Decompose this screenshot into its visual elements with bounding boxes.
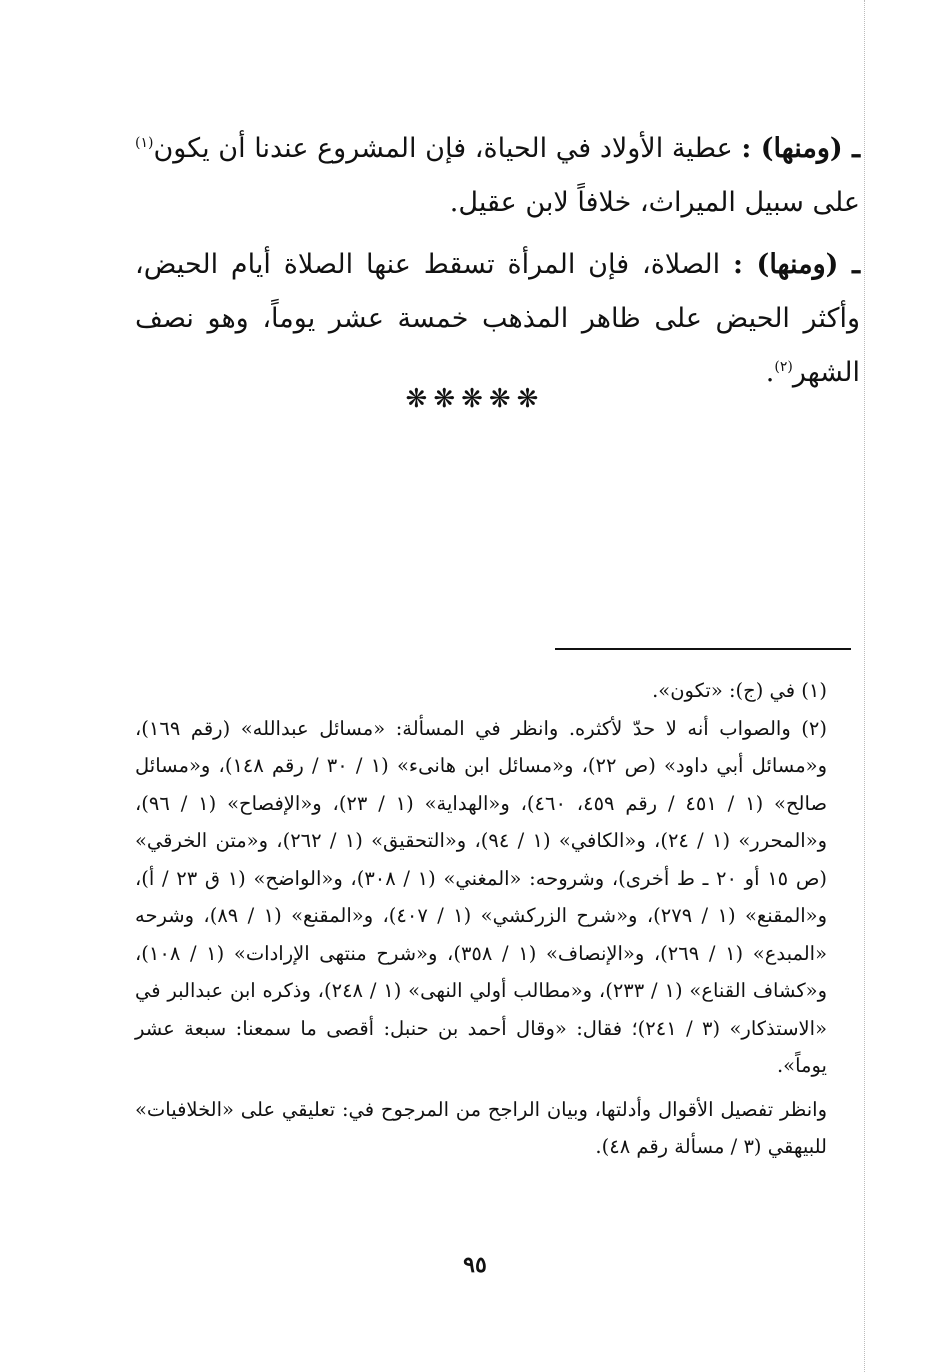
footnotes (135, 672, 855, 1166)
footnote-separator-line (555, 648, 851, 650)
footnote-2-continuation: وانظر تفصيل الأقوال وأدلتها، وبيان الراجح من المرجوح في: تعليقي على «الخلافيات» للبيهقي (٣ / مسألة رقم ٤٨). (135, 1097, 827, 1158)
page-number: ٩٥ (463, 1252, 487, 1278)
main-text (135, 122, 860, 408)
paragraph-1-text-cont: على سبيل الميراث، خلافاً لابن عقيل. (449, 187, 860, 218)
paragraph-1-text: عطية الأولاد في الحياة، فإن المشروع عندنا أن يكون (153, 133, 733, 164)
footnote-ref-1: (١) (135, 135, 154, 151)
page-edge-dotted-line (864, 0, 865, 1372)
paragraph-1-lead: ـ (ومنها) : (741, 133, 861, 164)
footnote-1: (١) في (ج): «تكون». (652, 679, 827, 702)
paragraph-1 (135, 122, 860, 230)
paragraph-2-text: الصلاة، فإن المرأة تسقط عنها الصلاة أيام الحيض، وأكثر الحيض على ظاهر المذهب خمسة عشر يوماً، وهو نصف الشهر (135, 249, 860, 388)
footnote-ref-2: (٢) (774, 359, 793, 375)
paragraph-2 (135, 238, 860, 400)
footnote-2: (٢) والصواب أنه لا حدّ لأكثره. وانظر في المسألة: «مسائل عبدالله» (رقم ١٦٩)، و«مسائل أبي داود» (ص ٢٢)، و«مسائل ابن هانىء» (١ / ٣٠ / رقم ١٤٨)، و«مسائل صالح» (١ / ٤٥١ / رقم ٤٥٩، ٤٦٠)، و«الهداية» (١ / ٢٣)، و«الإفصاح» (١ / ٩٦)، و«المحرر» (١ / ٢٤)، و«الكافي» (١ / ٩٤)، و«التحقيق» (١ / ٢٦٢)، و«متن الخرقي» (ص ١٥ أو ٢٠ ـ ط أخرى)، وشروحه: «المغني» (١ / ٣٠٨)، و«الواضح» (١ ق ٢٣ / أ)، و«المقنع» (١ / ٢٧٩)، و«شرح الزركشي» (١ / ٤٠٧)، و«المقنع» (١ / ٨٩)، وشرحه «المبدع» (١ / ٢٦٩)، و«الإنصاف» (١ / ٣٥٨)، و«شرح منتهى الإرادات» (١ / ١٠٨)، و«كشاف القناع» (١ / ٢٣٣)، و«مطالب أولي النهى» (١ / ٢٤٨)، وذكره ابن عبدالبر في «الاستذكار» (٣ / ٢٤١)؛ فقال: «وقال أحمد بن حنبل: أقصى ما سمعنا: سبعة عشر يوماً». (135, 716, 828, 1077)
paragraph-2-lead: ـ (ومنها) : (732, 249, 860, 280)
section-separator-stars: ❋❋❋❋❋ (405, 384, 545, 414)
paragraph-2-end: . (765, 357, 775, 388)
